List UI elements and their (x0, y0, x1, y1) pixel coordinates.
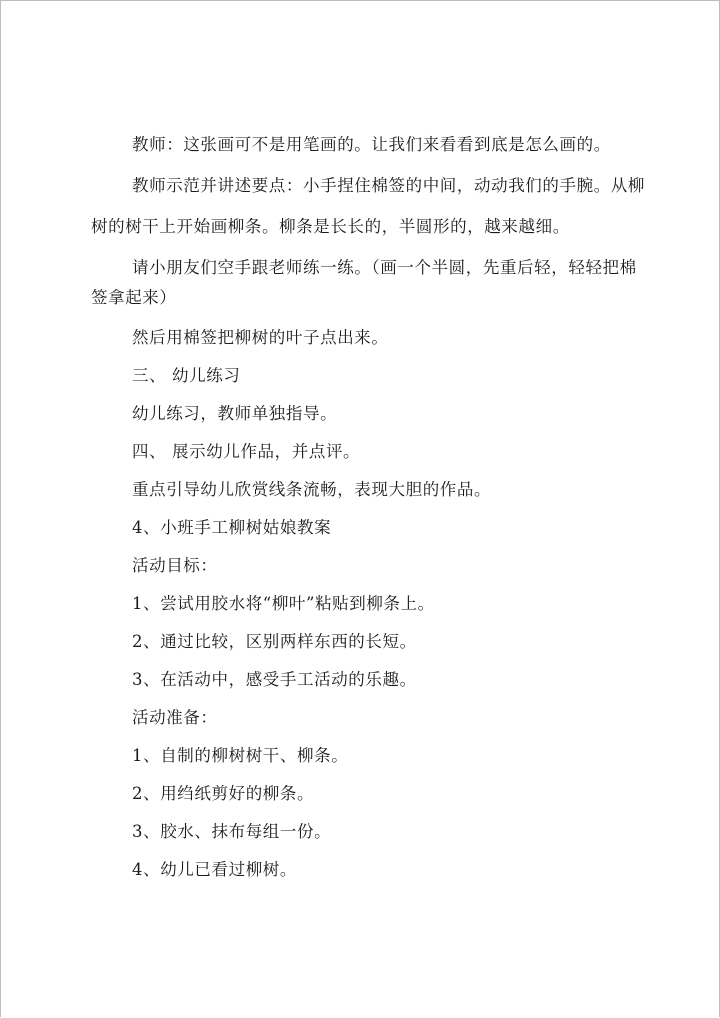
paragraph-line: 签拿起来） (91, 288, 177, 307)
paragraph-line: 教师示范并讲述要点：小手捏住棉签的中间，动动我们的手腕。从柳 (132, 176, 645, 195)
list-item: 2、通过比较，区别两样东西的长短。 (132, 632, 417, 651)
list-item: 4、幼儿已看过柳树。 (132, 860, 297, 879)
paragraph-line: 幼儿练习，教师单独指导。 (132, 404, 338, 423)
list-item: 1、自制的柳树树干、柳条。 (132, 746, 349, 765)
section-heading: 4、小班手工柳树姑娘教案 (132, 518, 332, 537)
section-heading: 四、 展示幼儿作品，并点评。 (132, 442, 361, 461)
paragraph-line: 活动目标： (132, 556, 218, 575)
paragraph-line: 树的树干上开始画柳条。柳条是长长的，半圆形的，越来越细。 (91, 217, 570, 236)
paragraph-line: 重点引导幼儿欣赏线条流畅，表现大胆的作品。 (132, 480, 492, 499)
list-item: 3、胶水、抹布每组一份。 (132, 822, 332, 841)
paragraph-line: 教师：这张画可不是用笔画的。让我们来看看到底是怎么画的。 (132, 135, 611, 154)
section-heading: 三、 幼儿练习 (132, 366, 241, 385)
list-item: 2、用绉纸剪好的柳条。 (132, 784, 315, 803)
list-item: 1、尝试用胶水将“柳叶”粘贴到柳条上。 (132, 594, 435, 613)
paragraph-line: 请小朋友们空手跟老师练一练。（画一个半圆，先重后轻，轻轻把棉 (132, 258, 637, 277)
paragraph-line: 然后用棉签把柳树的叶子点出来。 (132, 328, 389, 347)
paragraph-line: 活动准备： (132, 708, 218, 727)
list-item: 3、在活动中，感受手工活动的乐趣。 (132, 670, 417, 689)
